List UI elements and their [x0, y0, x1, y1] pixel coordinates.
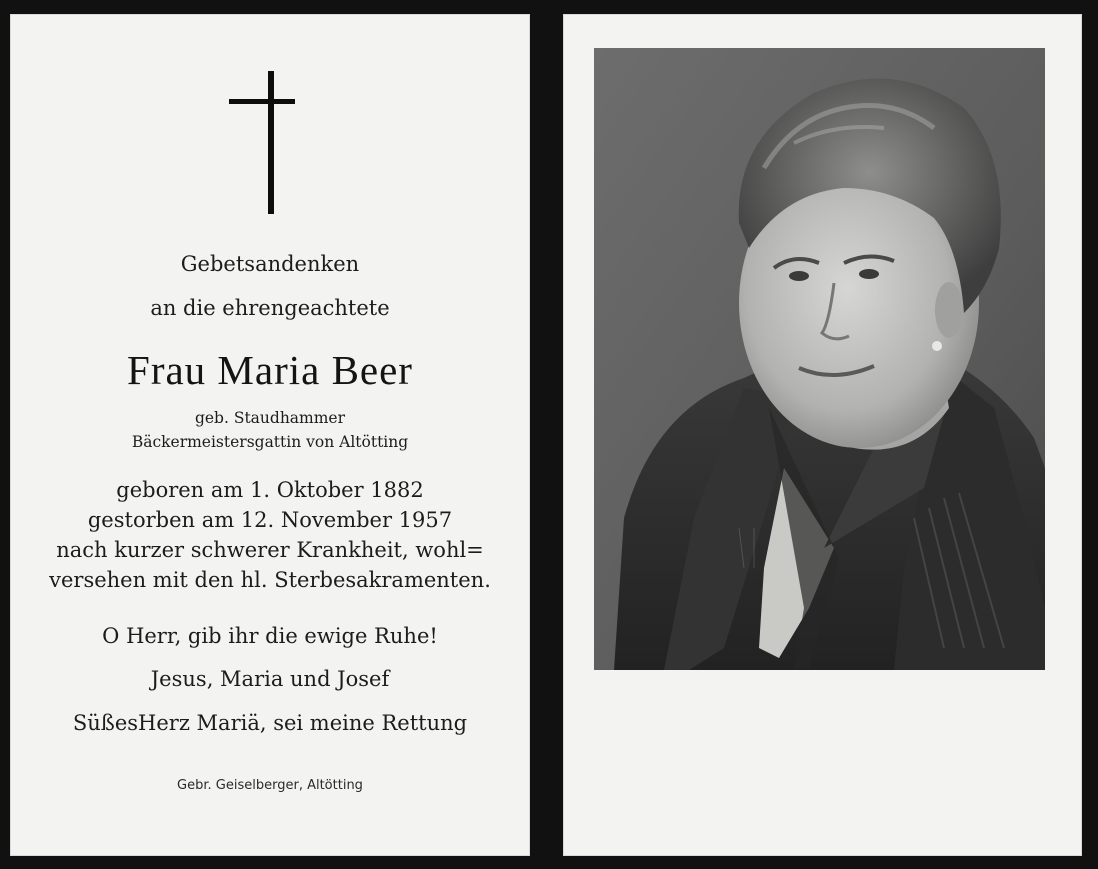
text-panel — [10, 14, 530, 856]
portrait-photo — [594, 48, 1045, 670]
cross-vertical-bar — [268, 71, 274, 214]
portrait-illustration — [594, 48, 1045, 670]
prayer-line-1: O Herr, gib ihr die ewige Ruhe! — [102, 624, 438, 648]
cross-horizontal-bar — [229, 99, 295, 104]
photo-panel — [563, 14, 1082, 856]
illness-line: nach kurzer schwerer Krankheit, wohl= — [56, 538, 484, 562]
occupation: Bäckermeistersgattin von Altötting — [131, 433, 409, 451]
maiden-name: geb. Staudhammer — [194, 409, 346, 427]
sacraments-line: versehen mit den hl. Sterbesakramenten. — [49, 568, 491, 592]
death-date: gestorben am 12. November 1957 — [87, 508, 453, 532]
birth-date: geboren am 1. Oktober 1882 — [116, 478, 424, 502]
prayer-line-3: SüßesHerz Mariä, sei meine Rettung — [72, 711, 468, 735]
printer-credit: Gebr. Geiselberger, Altötting — [177, 778, 363, 793]
deceased-name: Frau Maria Beer — [127, 347, 413, 393]
intro-line-1: Gebetsandenken — [180, 252, 360, 276]
prayer-line-2: Jesus, Maria und Josef — [150, 667, 390, 691]
intro-line-2: an die ehrengeachtete — [150, 296, 390, 320]
